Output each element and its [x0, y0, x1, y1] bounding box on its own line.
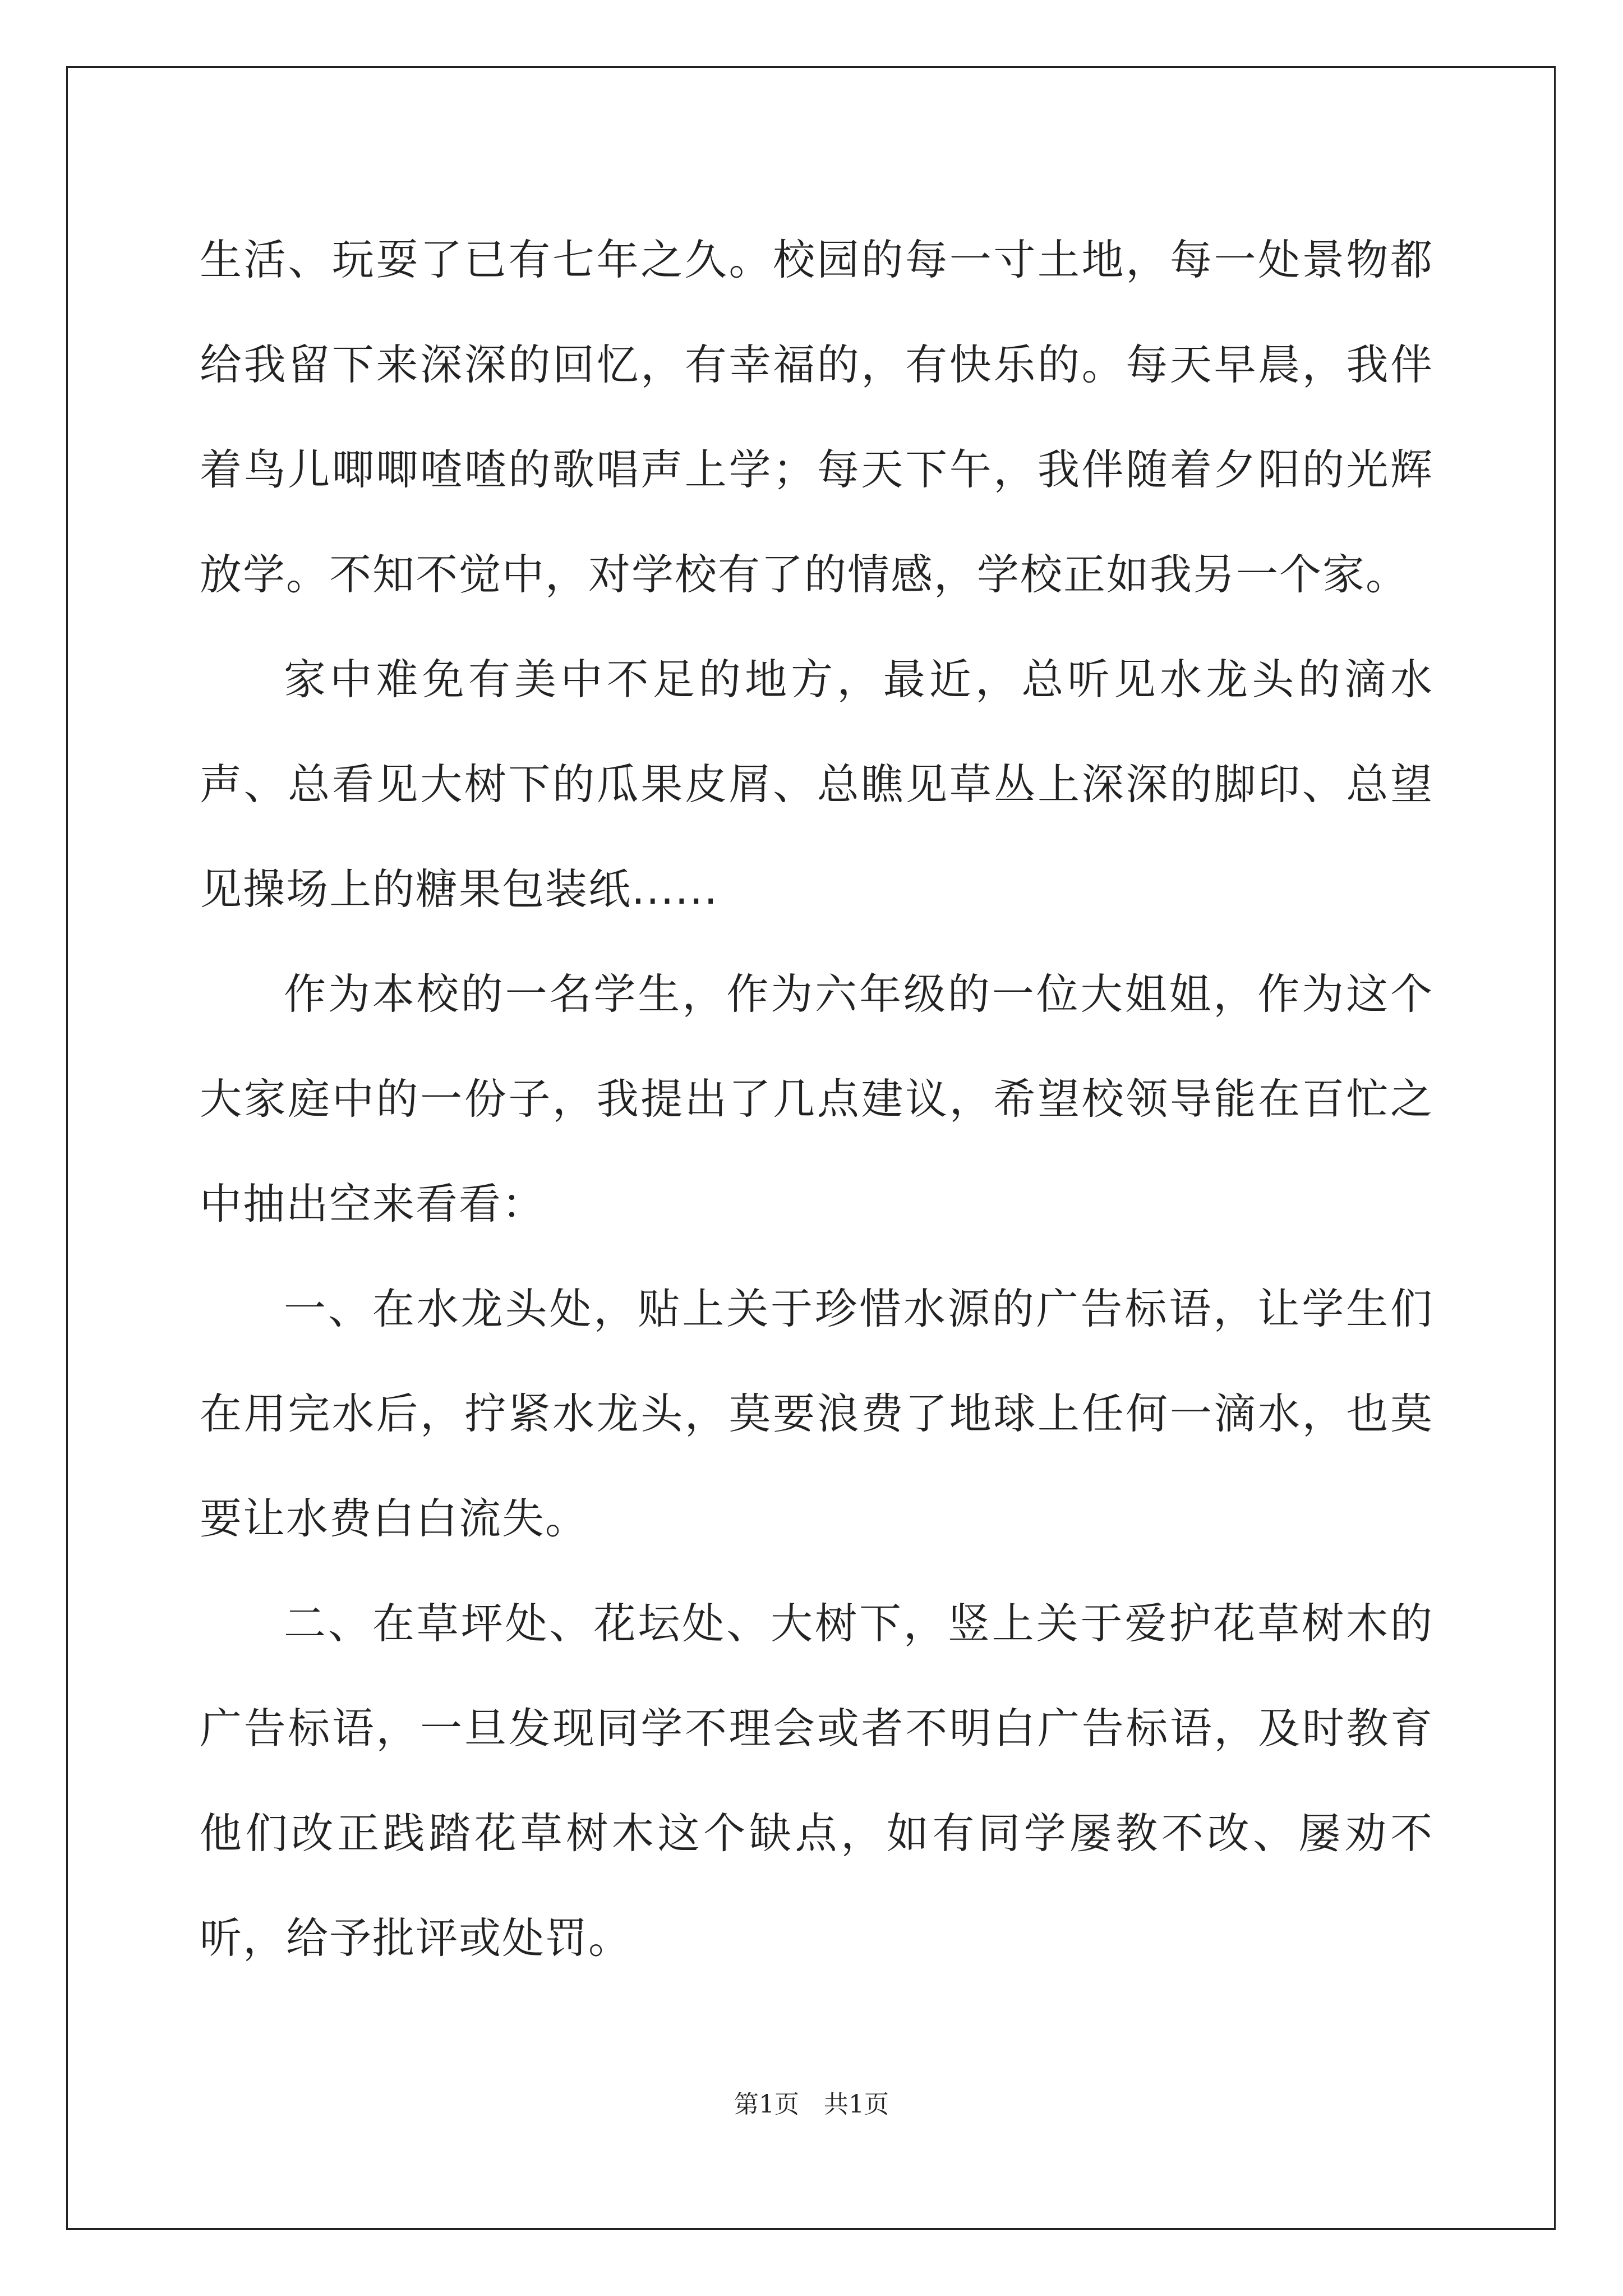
paragraph: 作为本校的一名学生，作为六年级的一位大姐姐，作为这个大家庭中的一份子，我提出了几点建议，希望校领导能在百忙之中抽出空来看看： [200, 969, 1433, 1228]
page-footer: 第1页 共1页 [734, 2090, 889, 2119]
paragraph: 生活、玩耍了已有七年之久。校园的每一寸土地，每一处景物都给我留下来深深的回忆，有幸福的，有快乐的。每天早晨，我伴着鸟儿唧唧喳喳的歌唱声上学；每天下午，我伴随着夕阳的光辉放学。不知不觉中，对学校有了的情感，学校正如我另一个家。 [200, 235, 1433, 599]
paragraph: 家中难免有美中不足的地方，最近，总听见水龙头的滴水声、总看见大树下的瓜果皮屑、总瞧见草丛上深深的脚印、总望见操场上的糖果包装纸...... [200, 655, 1433, 914]
paragraph: 一、在水龙头处，贴上关于珍惜水源的广告标语，让学生们在用完水后，拧紧水龙头，莫要浪费了地球上任何一滴水，也莫要让水费白白流失。 [200, 1284, 1433, 1543]
paragraph: 二、在草坪处、花坛处、大树下，竖上关于爱护花草树木的广告标语，一旦发现同学不理会或者不明白广告标语，及时教育他们改正践踏花草树木这个缺点，如有同学屡教不改、屡劝不听，给予批评或处罚。 [200, 1599, 1433, 1963]
document-body [200, 208, 1433, 1991]
